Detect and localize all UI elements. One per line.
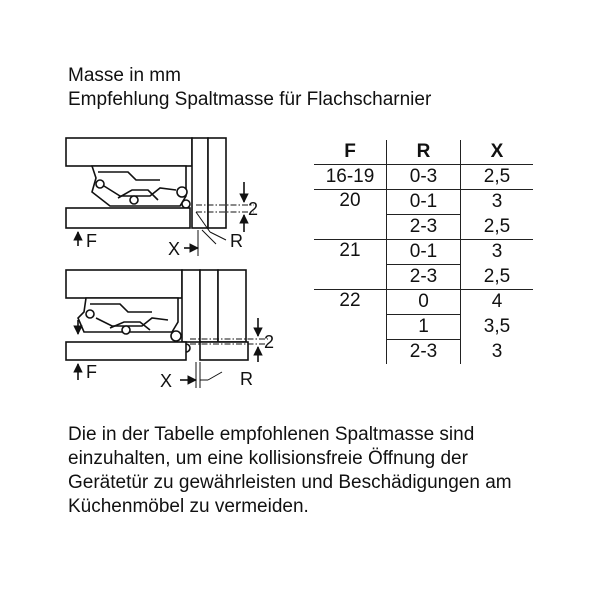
cell-x: 3	[491, 241, 503, 263]
label-gap-top: 2	[248, 199, 259, 219]
table-row	[314, 290, 533, 315]
cell-x: 2,5	[461, 215, 534, 240]
cell-x: 3,5	[483, 316, 511, 337]
header-f: F	[314, 140, 387, 165]
cell-r: 0-1	[387, 240, 461, 265]
gap-table	[314, 140, 533, 364]
cell-f: 21	[314, 240, 387, 290]
label-x-top: X	[168, 239, 181, 259]
cell-x: 2,5	[461, 265, 534, 290]
heading-units: Masse in mm	[68, 65, 181, 86]
cell-r: 2-3	[387, 215, 461, 240]
cell-f: 20	[314, 190, 387, 240]
label-r-bottom: R	[240, 369, 253, 389]
cell-x: 4	[491, 291, 503, 313]
cell-r: 0	[387, 290, 461, 315]
table-row	[314, 165, 533, 190]
label-f-top: F	[86, 231, 97, 251]
cell-x: 2,5	[461, 165, 534, 190]
label-x-bottom: X	[160, 371, 173, 391]
label-r-top: R	[230, 231, 243, 251]
cell-r: 2-3	[387, 340, 461, 365]
cell-r: 0-3	[387, 165, 461, 190]
cell-f: 16-19	[314, 165, 387, 190]
cell-r: 1	[387, 315, 461, 340]
header-x: X	[461, 140, 534, 165]
cell-r: 0-1	[387, 190, 461, 215]
cell-f: 22	[314, 290, 387, 365]
note-paragraph: Die in der Tabelle empfohlenen Spaltmasse sind einzuhalten, um eine kollisionsfreie Öffnung der Gerätetür zu gewährleisten und Beschädigungen am Küchenmöbel zu vermeiden.	[68, 424, 512, 517]
cell-r: 2-3	[387, 265, 461, 290]
header-r: R	[387, 140, 461, 165]
table-row	[314, 240, 533, 265]
label-gap-bottom: 2	[264, 332, 275, 352]
label-f-bottom: F	[86, 362, 97, 382]
cell-x: 3	[491, 340, 503, 362]
cell-x: 3	[491, 191, 503, 213]
heading-title: Empfehlung Spaltmasse für Flachscharnier	[68, 89, 432, 110]
table-row	[314, 190, 533, 215]
